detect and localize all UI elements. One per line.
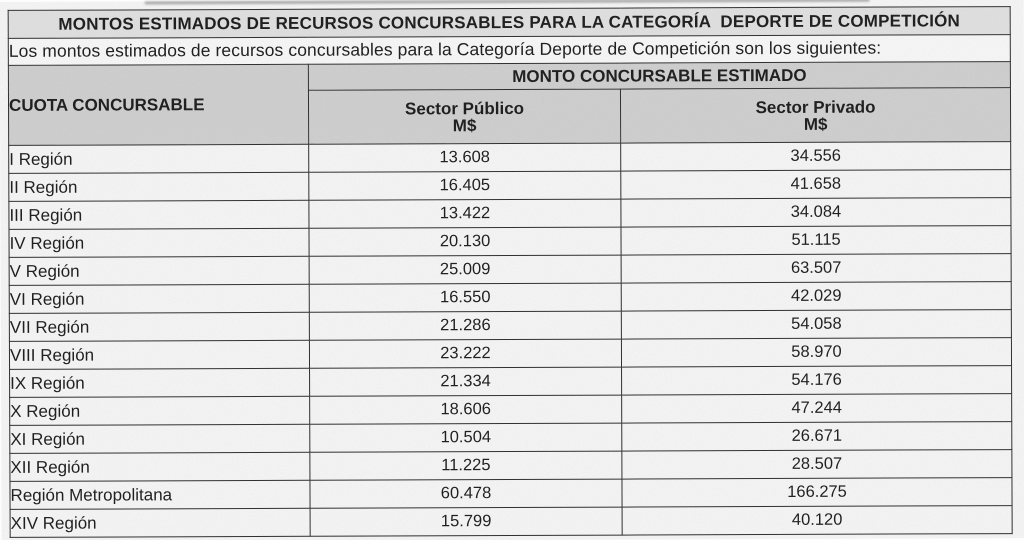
table-row bbox=[9, 282, 1011, 314]
table-row bbox=[9, 142, 1011, 174]
table-row bbox=[9, 198, 1011, 230]
region-label: IX Región bbox=[10, 368, 310, 397]
sector-publico-value: 15.799 bbox=[310, 507, 622, 536]
corner-header-cuota-concursable: CUOTA CONCURSABLE bbox=[8, 64, 308, 145]
sector-publico-value: 13.422 bbox=[309, 199, 621, 228]
table-row bbox=[9, 170, 1011, 202]
sector-privado-value: 40.120 bbox=[622, 506, 1012, 535]
table-row bbox=[9, 338, 1011, 370]
table-row bbox=[10, 450, 1012, 482]
sector-publico-value: 11.225 bbox=[310, 451, 622, 480]
scan-artifact-top bbox=[145, 0, 870, 4]
sector-privado-value: 26.671 bbox=[622, 422, 1012, 451]
column-header-sector-privado bbox=[620, 88, 1010, 143]
table-row bbox=[10, 422, 1012, 454]
region-label: II Región bbox=[9, 172, 309, 201]
sector-publico-value: 20.130 bbox=[309, 227, 621, 256]
table-body bbox=[9, 142, 1013, 538]
sector-privado-value: 34.556 bbox=[621, 142, 1011, 171]
sector-publico-value: 18.606 bbox=[310, 395, 622, 424]
region-label: IV Región bbox=[9, 228, 309, 257]
sector-privado-value: 42.029 bbox=[621, 282, 1011, 311]
region-label: I Región bbox=[9, 144, 309, 173]
table-subtitle: Los montos estimados de recursos concursables para la Categoría Deporte de Competición son los siguientes: bbox=[8, 35, 1010, 66]
table-row bbox=[10, 394, 1012, 426]
table-row bbox=[10, 506, 1012, 538]
sector-publico-value: 21.286 bbox=[309, 311, 621, 340]
table-row bbox=[9, 254, 1011, 286]
region-label: V Región bbox=[9, 256, 309, 285]
sector-privado-value: 166.275 bbox=[622, 478, 1012, 507]
sector-privado-value: 47.244 bbox=[622, 394, 1012, 423]
group-header-row bbox=[8, 62, 1010, 92]
region-label: X Región bbox=[10, 396, 310, 425]
sector-privado-value: 54.058 bbox=[621, 310, 1011, 339]
sector-publico-value: 16.550 bbox=[309, 283, 621, 312]
region-label: XI Región bbox=[10, 424, 310, 453]
table-title: MONTOS ESTIMADOS DE RECURSOS CONCURSABLES PARA LA CATEGORÍA DEPORTE DE COMPETICIÓN bbox=[8, 7, 1010, 39]
subtitle-row bbox=[8, 35, 1010, 66]
column-unit: M$ bbox=[803, 114, 828, 134]
column-unit: M$ bbox=[452, 115, 477, 135]
column-label: Sector Público bbox=[404, 98, 525, 118]
table-row bbox=[9, 226, 1011, 258]
sector-publico-value: 13.608 bbox=[309, 143, 621, 172]
title-row bbox=[8, 7, 1010, 39]
sector-publico-value: 16.405 bbox=[309, 171, 621, 200]
region-label: XIV Región bbox=[10, 508, 310, 537]
sector-privado-value: 51.115 bbox=[621, 226, 1011, 255]
sector-privado-value: 54.176 bbox=[622, 366, 1012, 395]
table-row bbox=[9, 310, 1011, 342]
region-label: III Región bbox=[9, 200, 309, 229]
column-label: Sector Privado bbox=[755, 97, 876, 117]
sector-publico-value: 25.009 bbox=[309, 255, 621, 284]
table-row bbox=[10, 366, 1012, 398]
region-label: VII Región bbox=[9, 312, 309, 341]
sector-privado-value: 41.658 bbox=[621, 170, 1011, 199]
sector-privado-value: 34.084 bbox=[621, 198, 1011, 227]
region-label: Región Metropolitana bbox=[10, 480, 310, 509]
region-label: VIII Región bbox=[9, 340, 309, 369]
sector-privado-value: 58.970 bbox=[621, 338, 1011, 367]
sector-publico-value: 10.504 bbox=[310, 423, 622, 452]
region-label: XII Región bbox=[10, 452, 310, 481]
region-label: VI Región bbox=[9, 284, 309, 313]
sector-privado-value: 63.507 bbox=[621, 254, 1011, 283]
sector-publico-value: 21.334 bbox=[310, 367, 622, 396]
sector-publico-value: 23.222 bbox=[309, 339, 621, 368]
column-header-sector-publico bbox=[308, 89, 620, 144]
sector-privado-value: 28.507 bbox=[622, 450, 1012, 479]
sector-publico-value: 60.478 bbox=[310, 479, 622, 508]
group-header-monto-concursable-estimado: MONTO CONCURSABLE ESTIMADO bbox=[308, 62, 1010, 91]
montos-concursables-table bbox=[8, 6, 1013, 538]
table-row bbox=[10, 478, 1012, 510]
